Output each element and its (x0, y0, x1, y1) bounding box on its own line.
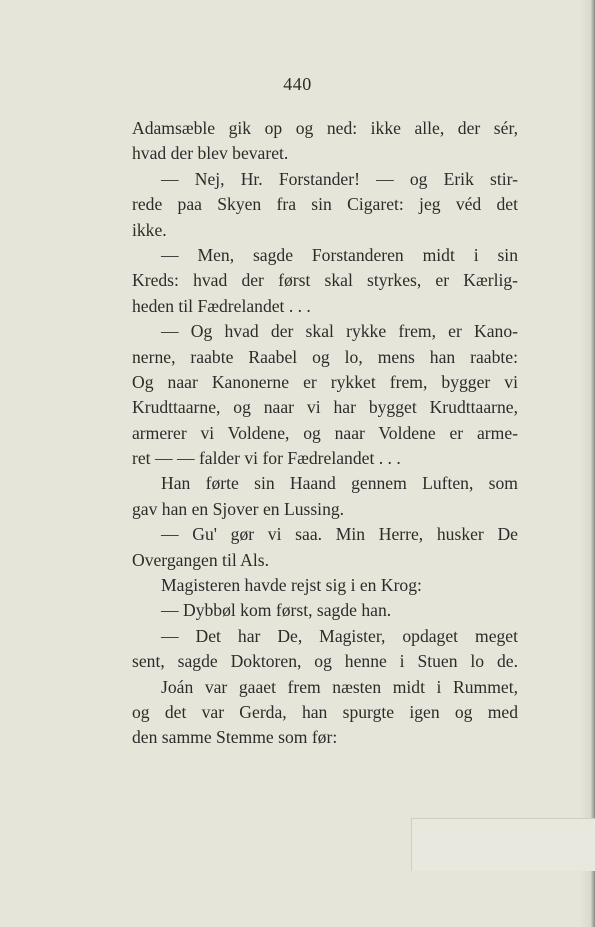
text-line: — Og hvad der skal rykke frem, er Kano- (161, 321, 518, 342)
text-line: — Gu' gør vi saa. Min Herre, husker De (161, 524, 518, 545)
text-line: — Men, sagde Forstanderen midt i sin (161, 244, 518, 265)
paper-tab (411, 818, 595, 871)
text-line: Magisteren havde rejst sig i en Krog: (161, 575, 422, 596)
page-number: 440 (283, 74, 312, 94)
text-line: — Det har De, Magister, opdaget meget (161, 625, 518, 646)
text-line: den samme Stemme som før: (132, 727, 338, 748)
text-line: Overgangen til Als. (132, 549, 269, 570)
text-line: Joán var gaaet frem næsten midt i Rummet, (161, 676, 518, 697)
text-line: heden til Fædrelandet . . . (132, 295, 311, 316)
body-text (132, 116, 518, 751)
text-line: Adamsæble gik op og ned: ikke alle, der sér, (132, 118, 518, 138)
text-line: armerer vi Voldene, og naar Voldene er arme- (132, 422, 518, 443)
text-line: — Dybbøl kom først, sagde han. (161, 600, 392, 621)
text-line: rede paa Skyen fra sin Cigaret: jeg véd det (132, 194, 518, 215)
text-line: hvad der blev bevaret. (132, 143, 289, 164)
text-line: ret — — falder vi for Fædrelandet . . . (132, 448, 401, 469)
page-edge (591, 0, 595, 927)
text-line: Han førte sin Haand gennem Luften, som (161, 473, 518, 494)
page-edge-shadow (579, 0, 591, 927)
text-line: Kreds: hvad der først skal styrkes, er Kærlig- (132, 270, 518, 291)
text-line: sent, sagde Doktoren, og henne i Stuen lo de. (132, 651, 518, 672)
text-line: — Nej, Hr. Forstander! — og Erik stir- (161, 168, 518, 189)
text-line: gav han en Sjover en Lussing. (132, 498, 345, 519)
text-line: nerne, raabte Raabel og lo, mens han raabte: (132, 346, 518, 367)
text-line: ikke. (132, 219, 167, 240)
text-line: Og naar Kanonerne er rykket frem, bygger vi (132, 371, 518, 392)
text-line: Krudttaarne, og naar vi har bygget Krudttaarne, (132, 397, 518, 418)
text-line: og det var Gerda, han spurgte igen og med (132, 701, 518, 722)
